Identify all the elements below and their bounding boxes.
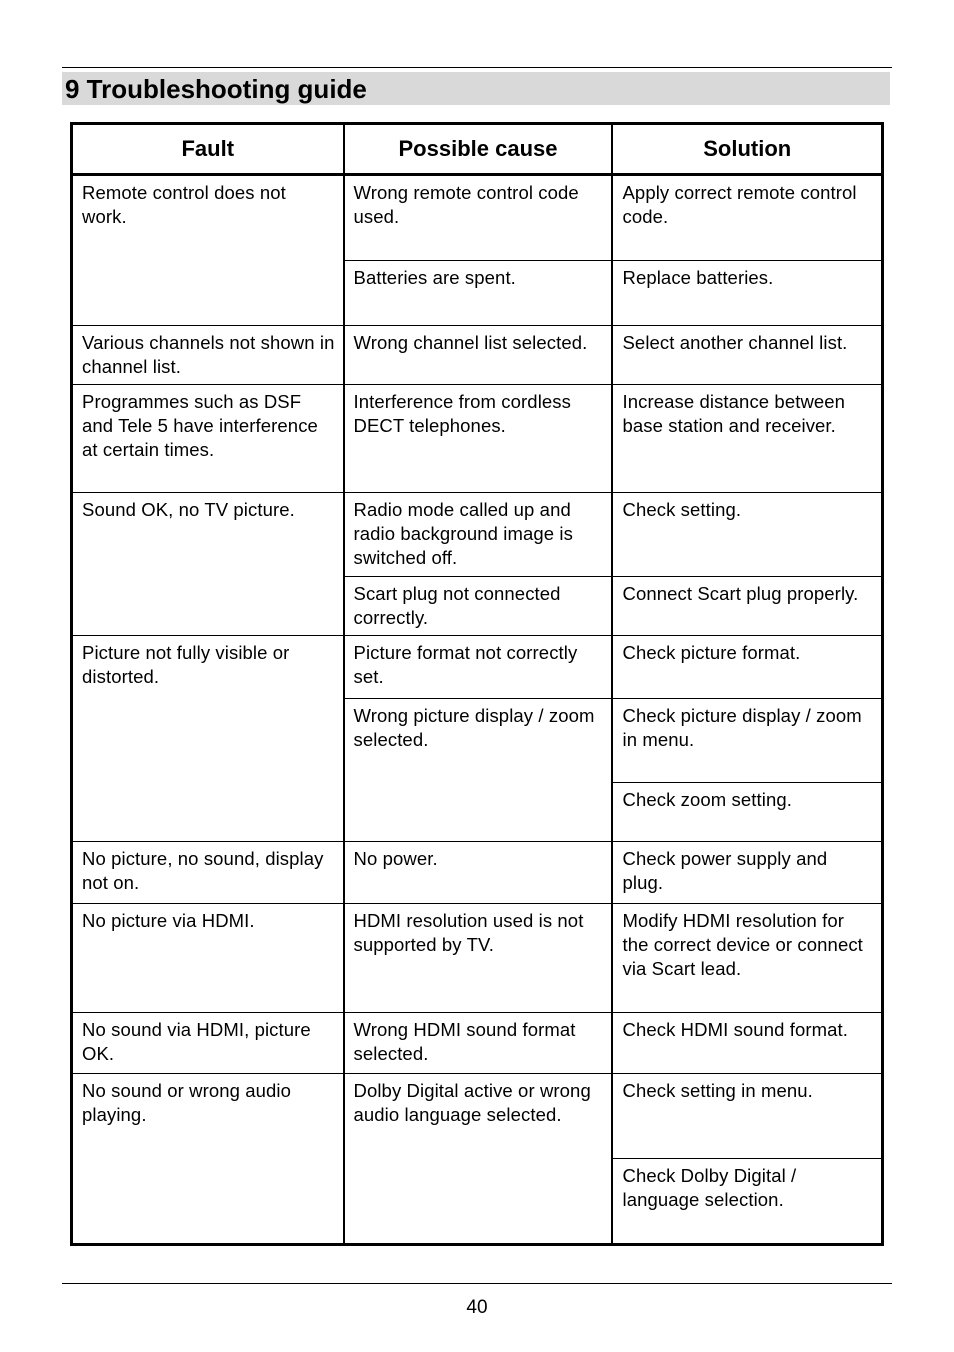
section-title: 9 Troubleshooting guide: [65, 74, 367, 104]
solution-cell: Apply correct remote control code.: [612, 175, 882, 261]
table-row: [72, 385, 883, 493]
solution-cell: Select another channel list.: [612, 326, 882, 385]
table-row: [72, 493, 883, 577]
cause-cell: Radio mode called up and radio background image is switched off.: [344, 493, 613, 577]
fault-cell: Sound OK, no TV picture.: [72, 493, 344, 636]
solution-cell: Check setting.: [612, 493, 882, 577]
top-rule: [62, 67, 892, 68]
cause-cell: Wrong picture display / zoom selected.: [344, 699, 613, 842]
fault-cell: Programmes such as DSF and Tele 5 have interference at certain times.: [72, 385, 344, 493]
header-possible-cause: Possible cause: [344, 124, 613, 175]
solution-cell: Check power supply and plug.: [612, 842, 882, 904]
solution-cell: Increase distance between base station and receiver.: [612, 385, 882, 493]
header-solution: Solution: [612, 124, 882, 175]
fault-cell: Remote control does not work.: [72, 175, 344, 326]
cause-cell: Dolby Digital active or wrong audio language selected.: [344, 1074, 613, 1245]
table-row: [72, 326, 883, 385]
cause-cell: No power.: [344, 842, 613, 904]
table-header-row: [72, 124, 883, 175]
solution-cell: Check zoom setting.: [612, 783, 882, 842]
troubleshooting-table: [70, 122, 884, 1246]
fault-cell: No sound via HDMI, picture OK.: [72, 1013, 344, 1074]
fault-cell: Picture not fully visible or distorted.: [72, 636, 344, 842]
page-number: 40: [466, 1297, 488, 1318]
cause-cell: Scart plug not connected correctly.: [344, 577, 613, 636]
solution-cell: Check HDMI sound format.: [612, 1013, 882, 1074]
cause-cell: Batteries are spent.: [344, 261, 613, 326]
header-fault: Fault: [72, 124, 344, 175]
table-row: [72, 904, 883, 1013]
cause-cell: HDMI resolution used is not supported by TV.: [344, 904, 613, 1013]
table-row: [72, 1074, 883, 1159]
table-row: [72, 175, 883, 261]
table-row: [72, 636, 883, 699]
table-row: [72, 842, 883, 904]
cause-cell: Wrong remote control code used.: [344, 175, 613, 261]
fault-cell: No picture, no sound, display not on.: [72, 842, 344, 904]
solution-cell: Modify HDMI resolution for the correct device or connect via Scart lead.: [612, 904, 882, 1013]
cause-cell: Picture format not correctly set.: [344, 636, 613, 699]
section-heading-bar: [62, 72, 890, 105]
solution-cell: Check setting in menu.: [612, 1074, 882, 1159]
solution-cell: Check Dolby Digital / language selection.: [612, 1159, 882, 1245]
bottom-rule: [62, 1283, 892, 1284]
cause-cell: Wrong HDMI sound format selected.: [344, 1013, 613, 1074]
fault-cell: No sound or wrong audio playing.: [72, 1074, 344, 1245]
fault-cell: No picture via HDMI.: [72, 904, 344, 1013]
solution-cell: Replace batteries.: [612, 261, 882, 326]
cause-cell: Wrong channel list selected.: [344, 326, 613, 385]
solution-cell: Connect Scart plug properly.: [612, 577, 882, 636]
solution-cell: Check picture format.: [612, 636, 882, 699]
table-row: [72, 1013, 883, 1074]
fault-cell: Various channels not shown in channel list.: [72, 326, 344, 385]
solution-cell: Check picture display / zoom in menu.: [612, 699, 882, 783]
cause-cell: Interference from cordless DECT telephones.: [344, 385, 613, 493]
